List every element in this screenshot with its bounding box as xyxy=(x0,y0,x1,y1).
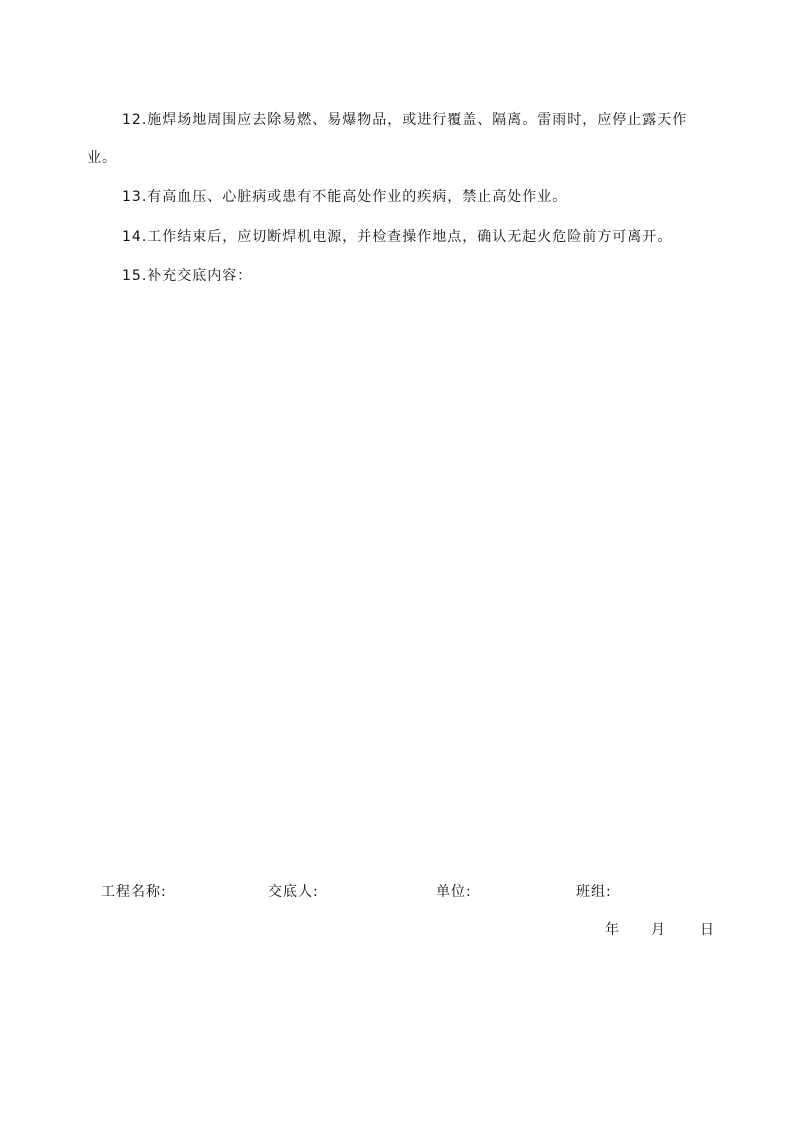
day-label: 日 xyxy=(700,922,715,938)
item-12-line-1: 12.施焊场地周围应去除易燃、易爆物品，或进行覆盖、隔离。雷雨时，应停止露天作 xyxy=(122,112,688,128)
team-label: 班组: xyxy=(576,884,612,900)
item-12-line-2: 业。 xyxy=(87,150,117,166)
item-14: 14.工作结束后，应切断焊机电源，并检查操作地点，确认无起火危险前方可离开。 xyxy=(122,229,673,245)
item-13: 13.有高血压、心脏病或患有不能高处作业的疾病，禁止高处作业。 xyxy=(122,189,568,205)
month-label: 月 xyxy=(651,922,666,938)
year-label: 年 xyxy=(605,922,620,938)
unit-label: 单位: xyxy=(436,884,472,900)
discloser-label: 交底人: xyxy=(268,884,319,900)
project-name-label: 工程名称: xyxy=(101,884,167,900)
item-15: 15.补充交底内容： xyxy=(122,268,253,284)
